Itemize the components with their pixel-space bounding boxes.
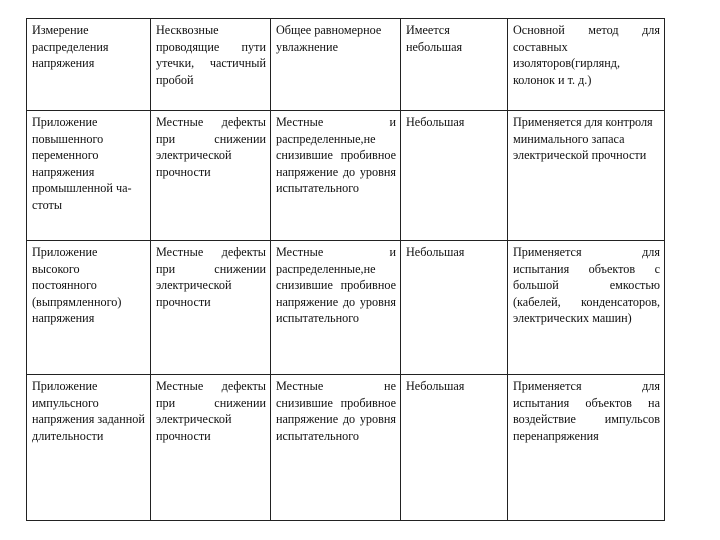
application-cell: Основной метод для составных изоляторов(гирлянд, колонок и т. д.) <box>508 19 665 111</box>
defects-cell: Местные дефекты при снижении электрической прочности <box>151 241 271 375</box>
defects-cell: Несквозные проводящие пути утечки, частичный пробой <box>151 19 271 111</box>
sensitivity-cell: Небольшая <box>401 375 508 521</box>
detected-cell: Местные не снизившие пробивное напряжение до уровня испытательного <box>271 375 401 521</box>
sensitivity-cell: Небольшая <box>401 111 508 241</box>
table-row <box>27 241 665 375</box>
defects-cell: Местные дефекты при снижении электрической прочности <box>151 375 271 521</box>
sensitivity-cell: Имеется небольшая <box>401 19 508 111</box>
method-cell: Приложение импульсного напряжения заданной длительности <box>27 375 151 521</box>
application-cell: Применяется для испытания объектов на воздействие импульсов перенапряжения <box>508 375 665 521</box>
method-cell: Приложение повышенного переменного напряжения промышленной ча-стоты <box>27 111 151 241</box>
application-cell: Применяется для испытания объектов с большой емкостью (кабелей, конденсаторов, электрических машин) <box>508 241 665 375</box>
methods-table <box>26 18 665 521</box>
method-cell: Приложение высокого постоянного (выпрямленного) напряжения <box>27 241 151 375</box>
table-row <box>27 111 665 241</box>
application-cell: Применяется для контроля минимального запаса электрической прочности <box>508 111 665 241</box>
table-row <box>27 375 665 521</box>
method-cell: Измерение распределения напряжения <box>27 19 151 111</box>
detected-cell: Местные и распределенные,не снизившие пробивное напряжение до уровня испытательного <box>271 111 401 241</box>
defects-cell: Местные дефекты при снижении электрической прочности <box>151 111 271 241</box>
table-row <box>27 19 665 111</box>
detected-cell: Местные и распределенные,не снизившие пробивное напряжение до уровня испытательного <box>271 241 401 375</box>
detected-cell: Общее равномерное увлажнение <box>271 19 401 111</box>
sensitivity-cell: Небольшая <box>401 241 508 375</box>
